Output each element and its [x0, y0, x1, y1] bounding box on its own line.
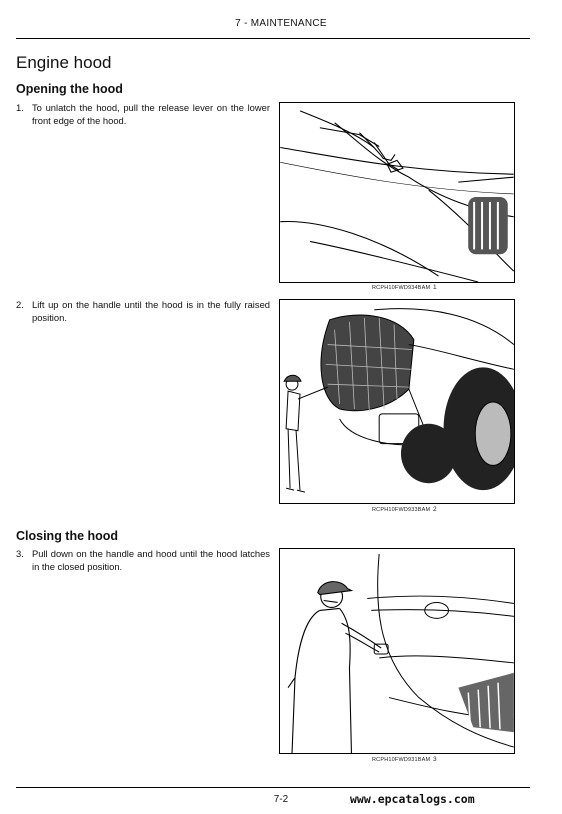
- step-3-text: Pull down on the handle and hood until the hood latches in the closed position.: [32, 548, 270, 572]
- figure-2-hood-raised: [279, 299, 515, 504]
- step-1-text: To unlatch the hood, pull the release lever on the lower front edge of the hood.: [32, 102, 270, 126]
- figure-1-release-lever: [279, 102, 515, 283]
- header-rule: [16, 38, 530, 39]
- closing-heading: Closing the hood: [16, 529, 119, 543]
- figure-3-number: 3: [433, 756, 437, 763]
- step-3-number: 3.: [16, 548, 24, 559]
- footer-rule: [16, 787, 530, 788]
- figure-2-illustration: [280, 300, 514, 503]
- section-header: 7 - MAINTENANCE: [235, 18, 327, 29]
- step-1-number: 1.: [16, 102, 24, 113]
- step-2-text: Lift up on the handle until the hood is in the fully raised position.: [32, 299, 270, 323]
- step-2-number: 2.: [16, 299, 24, 310]
- figure-1-illustration: [280, 103, 514, 282]
- step-3: [16, 548, 270, 573]
- figure-3-illustration: [280, 549, 514, 753]
- page-number: 7-2: [273, 794, 289, 805]
- step-2: [16, 299, 270, 324]
- website-link[interactable]: www.epcatalogs.com: [350, 792, 475, 806]
- opening-heading: Opening the hood: [16, 82, 123, 96]
- step-1: [16, 102, 270, 127]
- figure-1-code: RCPH10FWD934BAM: [372, 285, 431, 291]
- page-title: Engine hood: [16, 53, 112, 72]
- figure-2-code: RCPH10FWD933BAM: [372, 507, 431, 513]
- figure-3-code: RCPH10FWD931BAM: [372, 757, 431, 763]
- figure-1-number: 1: [433, 284, 437, 291]
- figure-2-number: 2: [433, 506, 437, 513]
- figure-3-hood-closing: [279, 548, 515, 754]
